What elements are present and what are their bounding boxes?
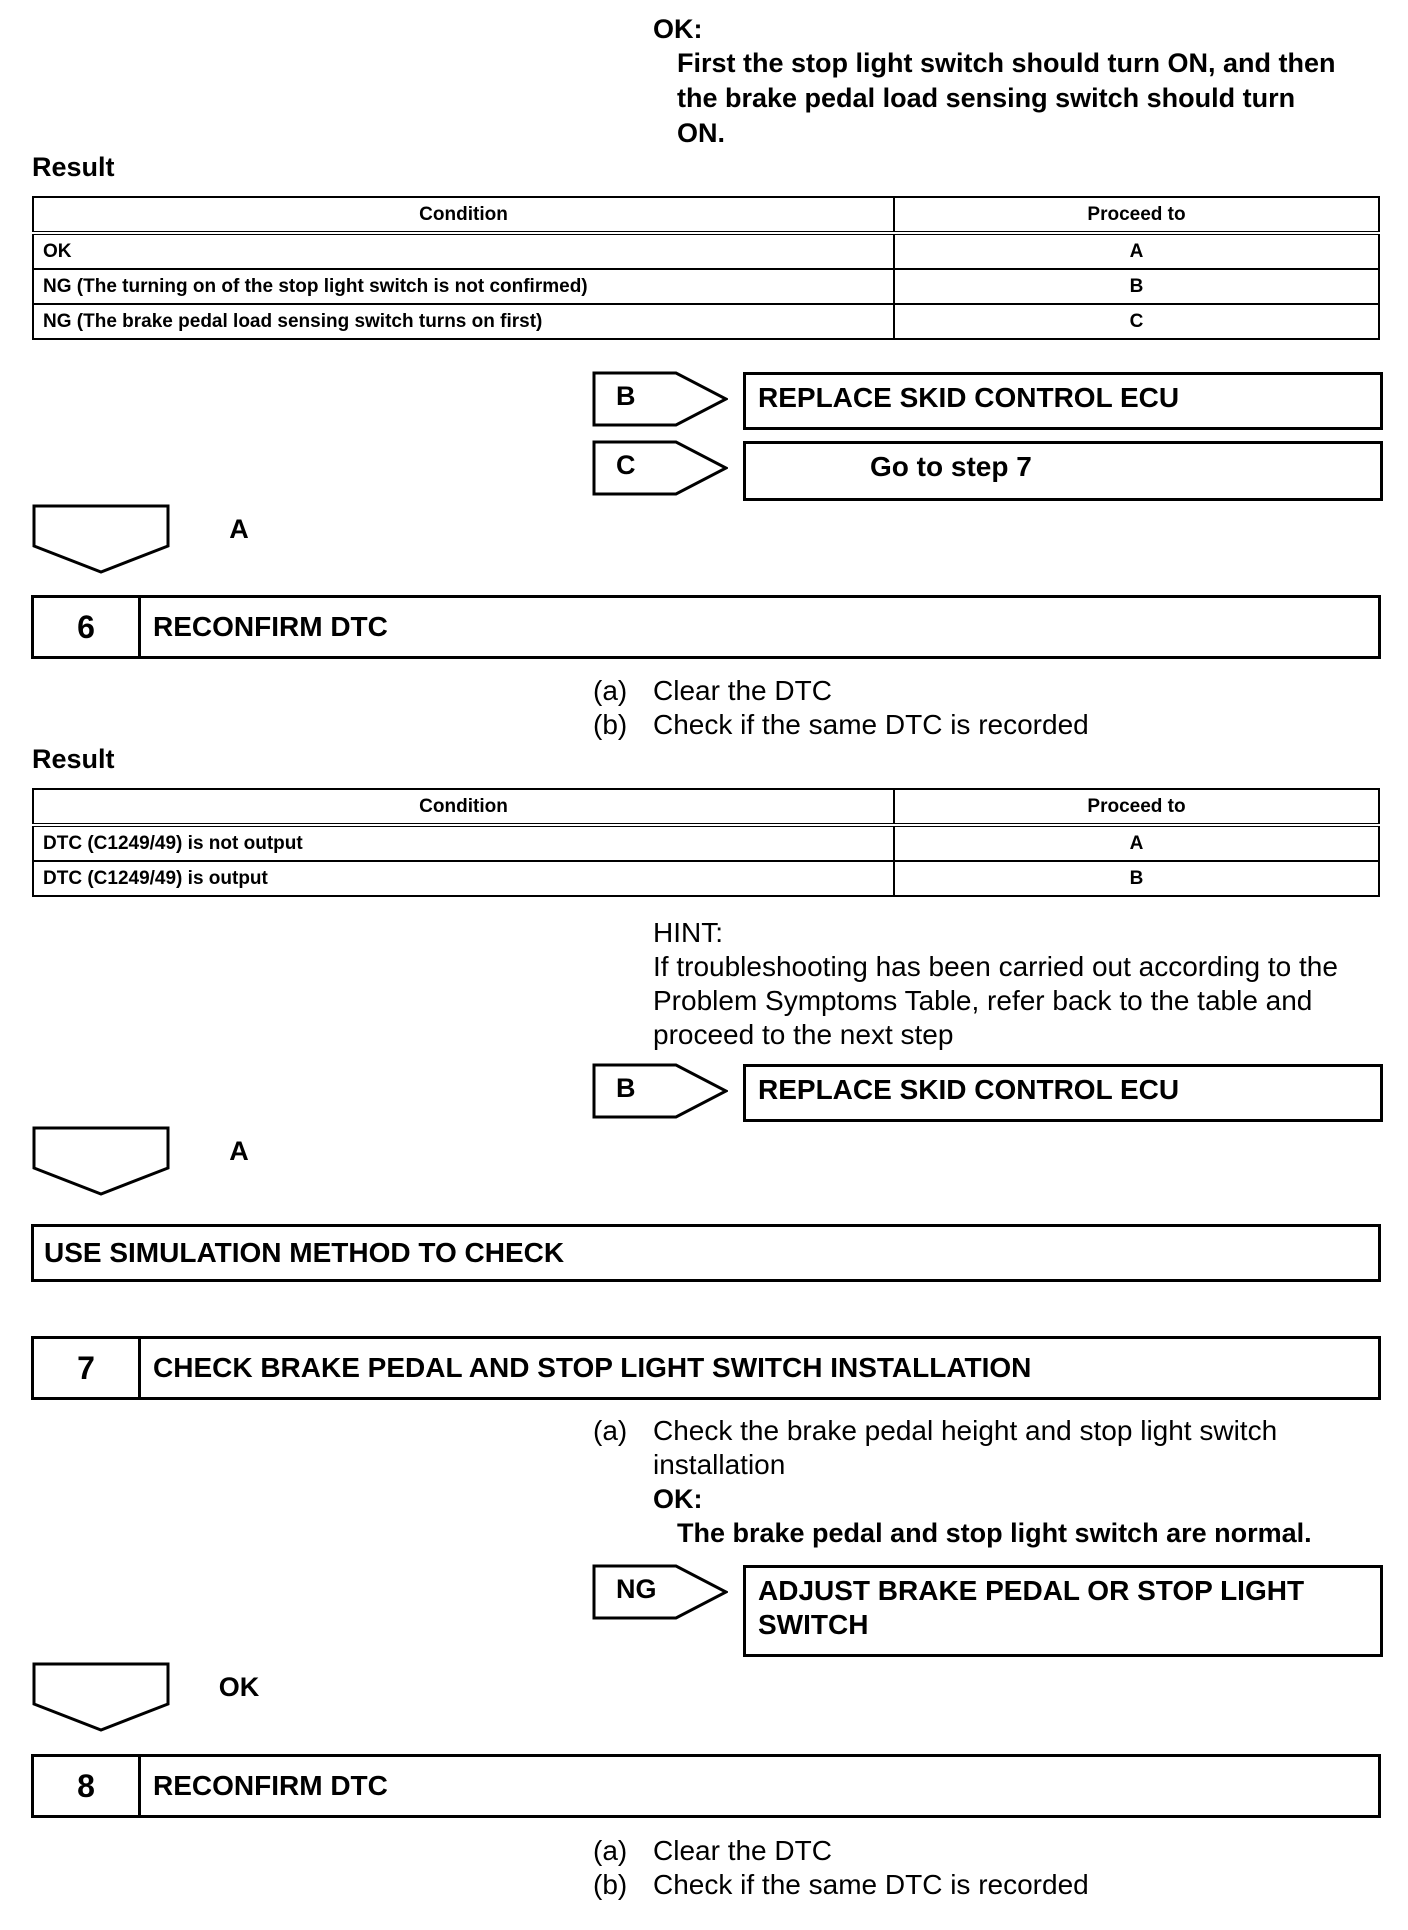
action-box: Go to step 7 — [743, 441, 1383, 501]
badge-label: A — [229, 1136, 249, 1166]
table-cell: NG (The turning on of the stop light switch is not confirmed) — [33, 269, 894, 304]
table-header-cell: Proceed to — [894, 197, 1379, 233]
table-row — [33, 861, 1379, 896]
table-cell: NG (The brake pedal load sensing switch turns on first) — [33, 304, 894, 339]
step-title: RECONFIRM DTC — [153, 1770, 388, 1801]
ok-spec-line: ON. — [677, 118, 726, 148]
ok-spec-line: First the stop light switch should turn ON, and then — [677, 48, 1336, 78]
list-marker: (b) — [593, 1869, 628, 1900]
flow-arrow-b — [592, 1063, 728, 1119]
pentagon-down-icon — [32, 1126, 170, 1196]
action-box — [743, 1565, 1383, 1657]
table-header-row — [33, 197, 1379, 233]
step-title: RECONFIRM DTC — [153, 611, 388, 642]
list-text: Check the brake pedal height and stop light switch — [653, 1415, 1278, 1446]
step-number: 6 — [34, 598, 141, 656]
flow-arrow-label: NG — [616, 1574, 657, 1604]
ok-label: OK: — [653, 14, 703, 44]
branch-badge-a — [32, 1126, 249, 1196]
result-table — [32, 788, 1380, 897]
action-box: REPLACE SKID CONTROL ECU — [743, 372, 1383, 430]
list-text: Clear the DTC — [653, 675, 832, 706]
table-row — [33, 269, 1379, 304]
pentagon-down-icon — [32, 1662, 170, 1732]
step-number: 7 — [34, 1339, 141, 1397]
hint-line: proceed to the next step — [653, 1019, 954, 1050]
table-cell: DTC (C1249/49) is not output — [33, 825, 894, 861]
result-table — [32, 196, 1380, 340]
list-text: Check if the same DTC is recorded — [653, 1869, 1089, 1900]
list-text: Clear the DTC — [653, 1835, 832, 1866]
step-header-6 — [31, 595, 1381, 659]
table-cell: DTC (C1249/49) is output — [33, 861, 894, 896]
list-marker: (a) — [593, 1835, 628, 1866]
flow-arrow-ng — [592, 1564, 728, 1620]
table-cell: B — [894, 861, 1379, 896]
branch-badge-a — [32, 504, 249, 574]
arrow-shape-icon — [592, 1564, 728, 1620]
ok-label: OK: — [653, 1484, 703, 1514]
table-header-cell: Condition — [33, 789, 894, 825]
flow-arrow-label: C — [616, 450, 636, 480]
badge-label: A — [229, 514, 249, 544]
table-cell: OK — [33, 233, 894, 269]
step-title: CHECK BRAKE PEDAL AND STOP LIGHT SWITCH INSTALLATION — [153, 1352, 1032, 1383]
list-text: Check if the same DTC is recorded — [653, 709, 1089, 740]
table-cell: A — [894, 233, 1379, 269]
arrow-shape-icon — [592, 1063, 728, 1119]
result-label: Result — [32, 152, 115, 182]
action-line: SWITCH — [758, 1609, 869, 1640]
simulation-header: USE SIMULATION METHOD TO CHECK — [31, 1224, 1381, 1282]
hint-line: Problem Symptoms Table, refer back to the table and — [653, 985, 1313, 1016]
hint-line: If troubleshooting has been carried out according to the — [653, 951, 1338, 982]
table-header-row — [33, 789, 1379, 825]
flow-arrow-label: B — [616, 381, 636, 411]
table-cell: B — [894, 269, 1379, 304]
table-row — [33, 825, 1379, 861]
table-cell: C — [894, 304, 1379, 339]
flow-arrow-b — [592, 371, 728, 427]
table-row — [33, 233, 1379, 269]
hint-label: HINT: — [653, 917, 723, 948]
action-line: ADJUST BRAKE PEDAL OR STOP LIGHT — [758, 1575, 1305, 1606]
table-header-cell: Proceed to — [894, 789, 1379, 825]
arrow-shape-icon — [592, 440, 728, 496]
action-box: REPLACE SKID CONTROL ECU — [743, 1064, 1383, 1122]
table-cell: A — [894, 825, 1379, 861]
list-text: installation — [653, 1449, 786, 1480]
branch-badge-ok — [32, 1662, 260, 1732]
list-marker: (a) — [593, 675, 628, 706]
ok-spec-line: The brake pedal and stop light switch are normal. — [677, 1518, 1312, 1548]
badge-label: OK — [218, 1672, 260, 1702]
flow-arrow-label: B — [616, 1073, 636, 1103]
result-label: Result — [32, 744, 115, 774]
table-header-cell: Condition — [33, 197, 894, 233]
step-header-7 — [31, 1336, 1381, 1400]
step-header-8 — [31, 1754, 1381, 1818]
list-marker: (b) — [593, 709, 628, 740]
pentagon-down-icon — [32, 504, 170, 574]
table-row — [33, 304, 1379, 339]
flow-arrow-c — [592, 440, 728, 496]
list-marker: (a) — [593, 1415, 628, 1446]
ok-spec-line: the brake pedal load sensing switch should turn — [677, 83, 1296, 113]
step-number: 8 — [34, 1757, 141, 1815]
arrow-shape-icon — [592, 371, 728, 427]
